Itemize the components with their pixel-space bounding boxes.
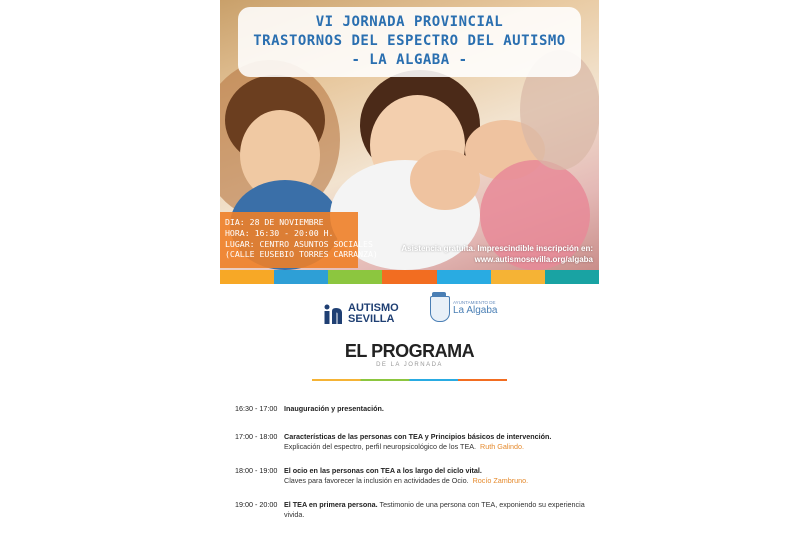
schedule-title: Inauguración y presentación. [284,404,384,413]
event-info-box [220,212,378,268]
schedule-time: 19:00 - 20:00 [235,500,278,509]
children-clapping-photo [220,0,599,270]
inscription-text: Asistencia gratuita. Imprescindible inscripción en: [401,244,593,253]
sevilla-label: SEVILLA [348,313,395,325]
color-strip-segment [328,270,382,284]
event-place: LUGAR: CENTRO ASUNTOS SOCIALES [225,238,373,249]
event-date: DIA: 28 DE NOVIEMBRE [225,217,324,227]
event-poster [220,0,599,536]
color-strip-segment [220,270,274,284]
color-strip-segment [382,270,436,284]
event-title-line-1: VI JORNADA PROVINCIAL [315,14,504,30]
color-strip-segment [437,270,491,284]
color-strip-segment [491,270,545,284]
schedule-time: 17:00 - 18:00 [235,432,278,441]
schedule-description: Testimonio de una persona con TEA, exponiendo su experiencia vivida. [284,500,585,519]
schedule-speaker: Ruth Galindo. [480,442,524,451]
schedule-description: Explicación del espectro, perfil neuropsicológico de los TEA. [284,442,477,451]
schedule-time: 16:30 - 17:00 [235,404,278,413]
event-title-line-2: TRASTORNOS DEL ESPECTRO DEL AUTISMO [253,33,566,49]
color-strip-segment [545,270,599,284]
autismo-label: AUTISMO [348,302,399,314]
inscription-url: www.autismosevilla.org/algaba [474,255,593,264]
schedule-description: Claves para favorecer la inclusión en actividades de Ocio. [284,476,469,485]
color-strip-segment [274,270,328,284]
programa-title: EL PROGRAMA [344,341,475,361]
color-strip [220,270,599,284]
programa-subtitle: DE LA JORNADA [376,362,443,368]
event-time: HORA: 16:30 - 20:00 H. [225,227,334,238]
schedule-title: Características de las personas con TEA y Principios básicos de intervención. [284,432,552,441]
inscription-note [401,243,593,265]
event-title-box [238,7,581,77]
autismo-sevilla-logo-icon [322,303,344,325]
la-algaba-label: La Algaba [453,305,498,316]
schedule-title: El TEA en primera persona. [284,500,378,509]
ayuntamiento-la-algaba-logo [430,292,500,332]
autismo-sevilla-logo [322,300,399,328]
coat-of-arms-icon [430,296,450,322]
schedule-speaker: Rocío Zambruno. [472,476,529,485]
ayuntamiento-label: AYUNTAMIENTO DE [453,300,496,305]
schedule-title: El ocio en las personas con TEA a los largo del ciclo vital. [284,466,482,475]
schedule-time: 18:00 - 19:00 [235,466,278,475]
event-title-line-3: - LA ALGABA - [351,52,468,68]
event-address: (CALLE EUSEBIO TORRES CARRANZA) [225,249,378,260]
programa-divider [312,379,507,381]
